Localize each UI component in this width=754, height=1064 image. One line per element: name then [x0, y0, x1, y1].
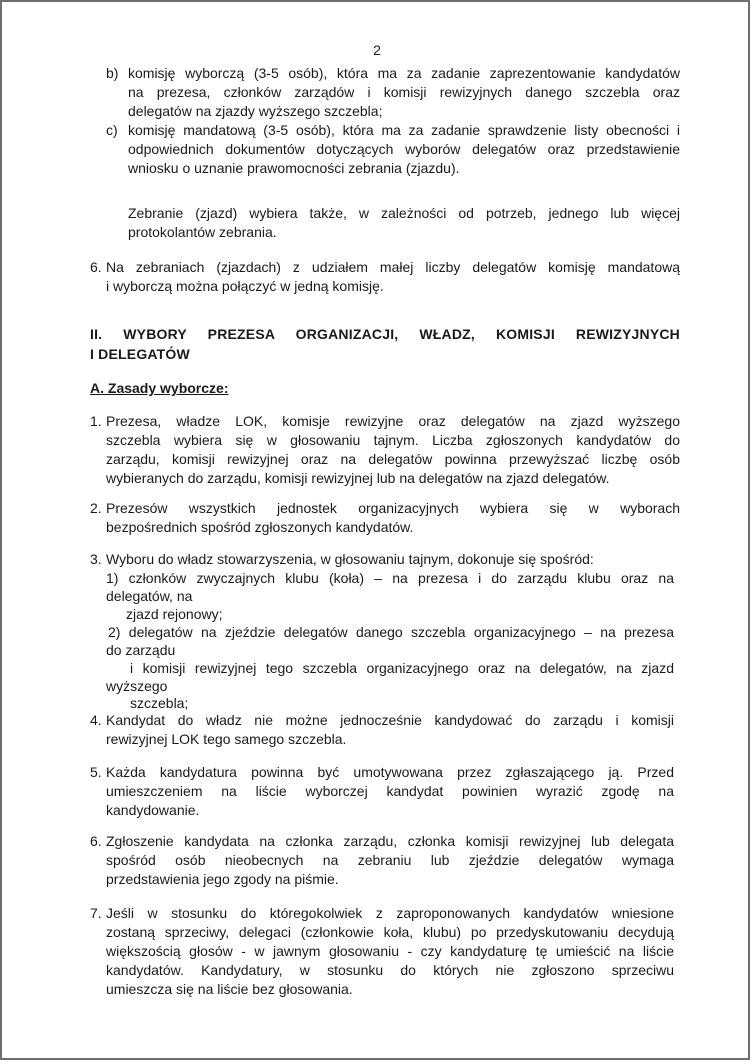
list-label: 7.: [90, 905, 102, 921]
text-line: na prezesa, członków zarządów i komisji rewizyjnych danego szczebla oraz: [128, 84, 680, 100]
text-line: wybieranych do zarządu, komisji rewizyjnej lub na delegatów na zjazd delegatów.: [106, 470, 610, 486]
text-line: kandydatów. Kandydatury, w stosunku do których nie zgłoszono sprzeciwu: [106, 962, 674, 978]
text-line: wniosku o uznanie prawomocności zebrania (zjazdu).: [128, 160, 460, 176]
text-line: zjazd rejonowy;: [126, 606, 223, 622]
text-line: Zebranie (zjazd) wybiera także, w zależności od potrzeb, jednego lub więcej: [128, 205, 680, 221]
list-label: 6.: [90, 259, 102, 275]
heading-line: I DELEGATÓW: [90, 346, 190, 362]
text-line: szczebla;: [130, 695, 189, 711]
text-line: Kandydat do władz nie możne jednocześnie kandydować do zarządu i komisji: [106, 712, 674, 728]
text-line: kandydowanie.: [106, 802, 200, 818]
text-line: protokolantów zebrania.: [128, 224, 277, 240]
heading-line: II. WYBORY PREZESA ORGANIZACJI, WŁADZ, KOMISJI REWIZYJNYCH: [90, 326, 680, 342]
text-line: Na zebraniach (zjazdach) z udziałem małej liczby delegatów komisję mandatową: [106, 259, 680, 275]
list-label: 3.: [90, 551, 102, 567]
text-line: Jeśli w stosunku do któregokolwiek z zaproponowanych kandydatów wniesione: [106, 905, 674, 921]
text-line: komisję mandatową (3-5 osób), która ma za zadanie sprawdzenie listy obecności i: [128, 122, 680, 138]
text-line: rewizyjnej LOK tego samego szczebla.: [106, 731, 347, 747]
text-line: i komisji rewizyjnej tego szczebla organizacyjnego oraz na delegatów, na zjazd: [130, 660, 674, 676]
page-number: 2: [373, 42, 381, 58]
text-line: bezpośrednich spośród zgłoszonych kandydatów.: [106, 519, 414, 535]
text-line: Prezesa, władze LOK, komisje rewizyjne oraz delegatów na zjazd wyższego: [106, 413, 680, 429]
text-line: Prezesów wszystkich jednostek organizacyjnych wybiera się w wyborach: [106, 500, 680, 516]
text-line: Zgłoszenie kandydata na członka zarządu, członka komisji rewizyjnej lub delegata: [106, 833, 674, 849]
text-line: do zarządu: [106, 642, 176, 658]
list-label: 2.: [90, 500, 102, 516]
list-label: 4.: [90, 712, 102, 728]
text-line: delegatów na zjazdy wyższego szczebla;: [128, 103, 383, 119]
text-line: delegatów, na: [106, 588, 193, 604]
subsection-heading: A. Zasady wyborcze:: [90, 380, 229, 396]
text-line: odpowiednich dokumentów dotyczących wyborów delegatów oraz przedstawienie: [128, 141, 680, 157]
list-label: 5.: [90, 764, 102, 780]
text-line: umieszcza się na liście bez głosowania.: [106, 981, 353, 997]
text-line: Każda kandydatura powinna być umotywowana przez zgłaszającego ją. Przed: [106, 764, 674, 780]
text-line: 1) członków zwyczajnych klubu (koła) – na prezesa i do zarządu klubu oraz na: [106, 570, 674, 586]
text-line: komisję wyborczą (3-5 osób), która ma za zadanie zaprezentowanie kandydatów: [128, 65, 680, 81]
list-label: 1.: [90, 413, 102, 429]
text-line: większością głosów - w jawnym głosowaniu - czy kandydaturę tę umieścić na liście: [106, 943, 674, 959]
text-line: 2) delegatów na zjeździe delegatów danego szczebla organizacyjnego – na prezesa: [108, 624, 674, 640]
text-line: i wyborczą można połączyć w jedną komisję.: [106, 278, 384, 294]
text-line: przedstawienia jego zgody na piśmie.: [106, 871, 339, 887]
text-line: Wyboru do władz stowarzyszenia, w głosowaniu tajnym, dokonuje się spośród:: [106, 551, 594, 567]
list-label: 6.: [90, 833, 102, 849]
text-line: zostaną sprzeciwy, delegaci (członkowie koła, klubu) po przedyskutowaniu decydują: [106, 924, 674, 940]
text-line: umieszczeniem na liście wyborczej kandydat powinien wyrazić zgodę na: [106, 783, 674, 799]
text-line: szczebla wybiera się w głosowaniu tajnym. Liczba zgłoszonych kandydatów do: [106, 432, 680, 448]
list-label: c): [106, 122, 118, 138]
list-label: b): [106, 65, 119, 81]
text-line: wyższego: [106, 678, 168, 694]
text-line: zarządu, komisji rewizyjnej oraz na delegatów powinna przewyższać liczbę osób: [106, 451, 680, 467]
text-line: spośród osób nieobecnych na zebraniu lub zjeździe delegatów wymaga: [106, 852, 674, 868]
